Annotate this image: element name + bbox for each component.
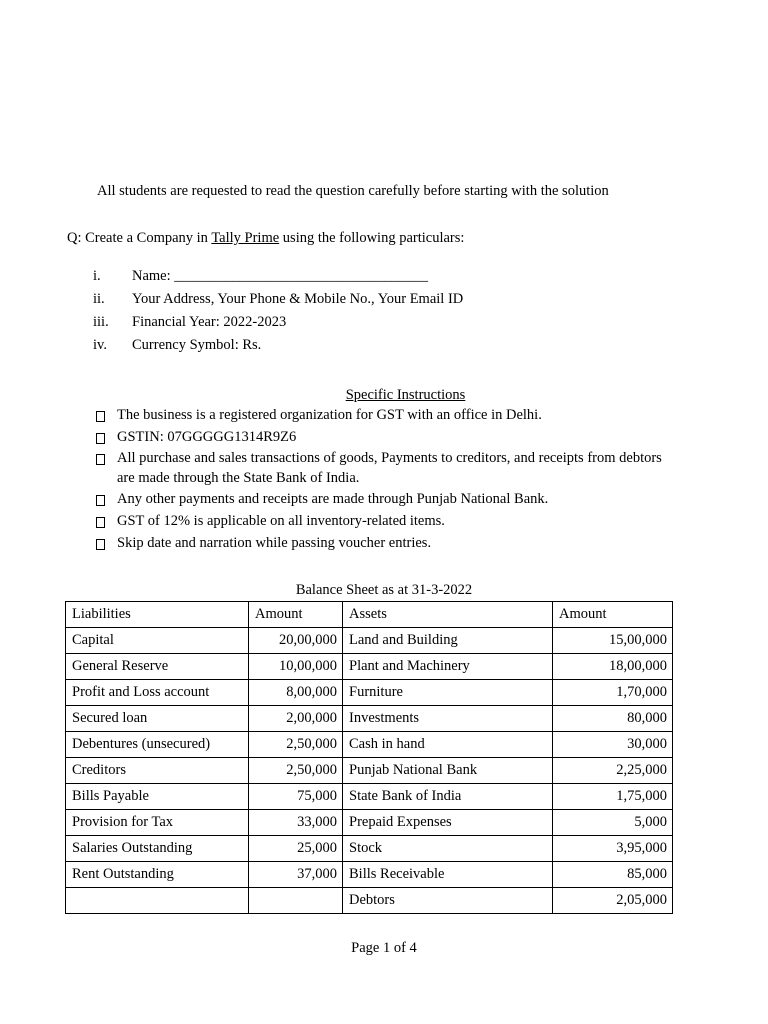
header-amount: Amount: [553, 602, 673, 628]
asset-cell: Furniture: [343, 680, 553, 706]
liability-amount-cell: 25,000: [249, 836, 343, 862]
liability-cell: [66, 888, 249, 914]
liability-cell: Profit and Loss account: [66, 680, 249, 706]
list-text: Financial Year: 2022-2023: [132, 314, 287, 330]
liability-cell: Rent Outstanding: [66, 862, 249, 888]
asset-amount-cell: 1,75,000: [553, 784, 673, 810]
asset-amount-cell: 2,25,000: [553, 758, 673, 784]
checkbox-icon: [96, 539, 105, 550]
instruction-text: All purchase and sales transactions of goods, Payments to creditors, and receipts from debtors: [117, 450, 662, 466]
particular-item: [0, 268, 768, 288]
asset-amount-cell: 1,70,000: [553, 680, 673, 706]
liability-cell: Creditors: [66, 758, 249, 784]
liability-amount-cell: 37,000: [249, 862, 343, 888]
table-row: [66, 810, 673, 836]
header-amount: Amount: [249, 602, 343, 628]
table-row: [66, 732, 673, 758]
liability-cell: Secured loan: [66, 706, 249, 732]
header-assets: Assets: [343, 602, 553, 628]
list-text: Your Address, Your Phone & Mobile No., Your Email ID: [132, 291, 464, 307]
liability-cell: Provision for Tax: [66, 810, 249, 836]
liability-amount-cell: [249, 888, 343, 914]
particular-item: [0, 291, 768, 311]
asset-amount-cell: 80,000: [553, 706, 673, 732]
question-suffix: using the following particulars:: [279, 230, 465, 246]
liability-cell: Debentures (unsecured): [66, 732, 249, 758]
asset-cell: Cash in hand: [343, 732, 553, 758]
liability-amount-cell: 8,00,000: [249, 680, 343, 706]
list-number: iv.: [93, 337, 107, 353]
liability-amount-cell: 20,00,000: [249, 628, 343, 654]
instruction-text: GSTIN: 07GGGGG1314R9Z6: [117, 429, 297, 445]
table-row: [66, 654, 673, 680]
balance-sheet-title-text: Balance Sheet as at 31-3-2022: [295, 582, 473, 598]
instruction-text: GST of 12% is applicable on all inventory-related items.: [117, 513, 445, 529]
asset-cell: Bills Receivable: [343, 862, 553, 888]
instruction-text: Skip date and narration while passing voucher entries.: [117, 535, 432, 551]
question-prefix: Q: Create a Company in: [67, 230, 212, 246]
list-number: ii.: [93, 291, 105, 307]
liability-cell: Bills Payable: [66, 784, 249, 810]
asset-cell: Prepaid Expenses: [343, 810, 553, 836]
liability-amount-cell: 33,000: [249, 810, 343, 836]
list-number: i.: [93, 268, 101, 284]
instructions-title-text: Specific Instructions: [345, 387, 466, 403]
list-number: iii.: [93, 314, 109, 330]
liability-amount-cell: 75,000: [249, 784, 343, 810]
instructions-title: [0, 387, 768, 404]
liability-amount-cell: 2,50,000: [249, 758, 343, 784]
checkbox-icon: [96, 495, 105, 506]
instruction-text: Any other payments and receipts are made through Punjab National Bank.: [117, 491, 549, 507]
balance-sheet-table: [65, 601, 673, 914]
asset-amount-cell: 3,95,000: [553, 836, 673, 862]
instruction-text: The business is a registered organization for GST with an office in Delhi.: [117, 407, 542, 423]
checkbox-icon: [96, 517, 105, 528]
liability-amount-cell: 2,50,000: [249, 732, 343, 758]
asset-cell: Punjab National Bank: [343, 758, 553, 784]
asset-cell: Debtors: [343, 888, 553, 914]
asset-amount-cell: 15,00,000: [553, 628, 673, 654]
checkbox-icon: [96, 454, 105, 465]
liability-cell: Salaries Outstanding: [66, 836, 249, 862]
asset-amount-cell: 30,000: [553, 732, 673, 758]
header-liabilities: Liabilities: [66, 602, 249, 628]
asset-amount-cell: 2,05,000: [553, 888, 673, 914]
question-text: [67, 230, 464, 247]
table-row: [66, 888, 673, 914]
checkbox-icon: [96, 433, 105, 444]
asset-amount-cell: 18,00,000: [553, 654, 673, 680]
asset-cell: Investments: [343, 706, 553, 732]
asset-cell: Plant and Machinery: [343, 654, 553, 680]
particular-item: [0, 314, 768, 334]
liability-amount-cell: 2,00,000: [249, 706, 343, 732]
liability-cell: General Reserve: [66, 654, 249, 680]
table-row: [66, 862, 673, 888]
balance-sheet-title: [0, 582, 768, 599]
particular-item: [0, 337, 768, 357]
list-text: Currency Symbol: Rs.: [132, 337, 262, 353]
list-text: Name: ___________________________________: [132, 268, 429, 284]
liability-amount-cell: 10,00,000: [249, 654, 343, 680]
table-header-row: [66, 602, 673, 628]
asset-cell: Stock: [343, 836, 553, 862]
table-row: [66, 628, 673, 654]
asset-cell: State Bank of India: [343, 784, 553, 810]
table-row: [66, 706, 673, 732]
table-row: [66, 784, 673, 810]
asset-amount-cell: 85,000: [553, 862, 673, 888]
asset-cell: Land and Building: [343, 628, 553, 654]
page-number: Page 1 of 4: [351, 940, 417, 956]
tally-prime-link: Tally Prime: [211, 230, 280, 246]
liability-cell: Capital: [66, 628, 249, 654]
table-row: [66, 758, 673, 784]
table-row: [66, 836, 673, 862]
instruction-text-continued: are made through the State Bank of India.: [117, 470, 360, 486]
checkbox-icon: [96, 411, 105, 422]
asset-amount-cell: 5,000: [553, 810, 673, 836]
table-row: [66, 680, 673, 706]
intro-text: All students are requested to read the question carefully before starting with the solution: [97, 183, 609, 199]
